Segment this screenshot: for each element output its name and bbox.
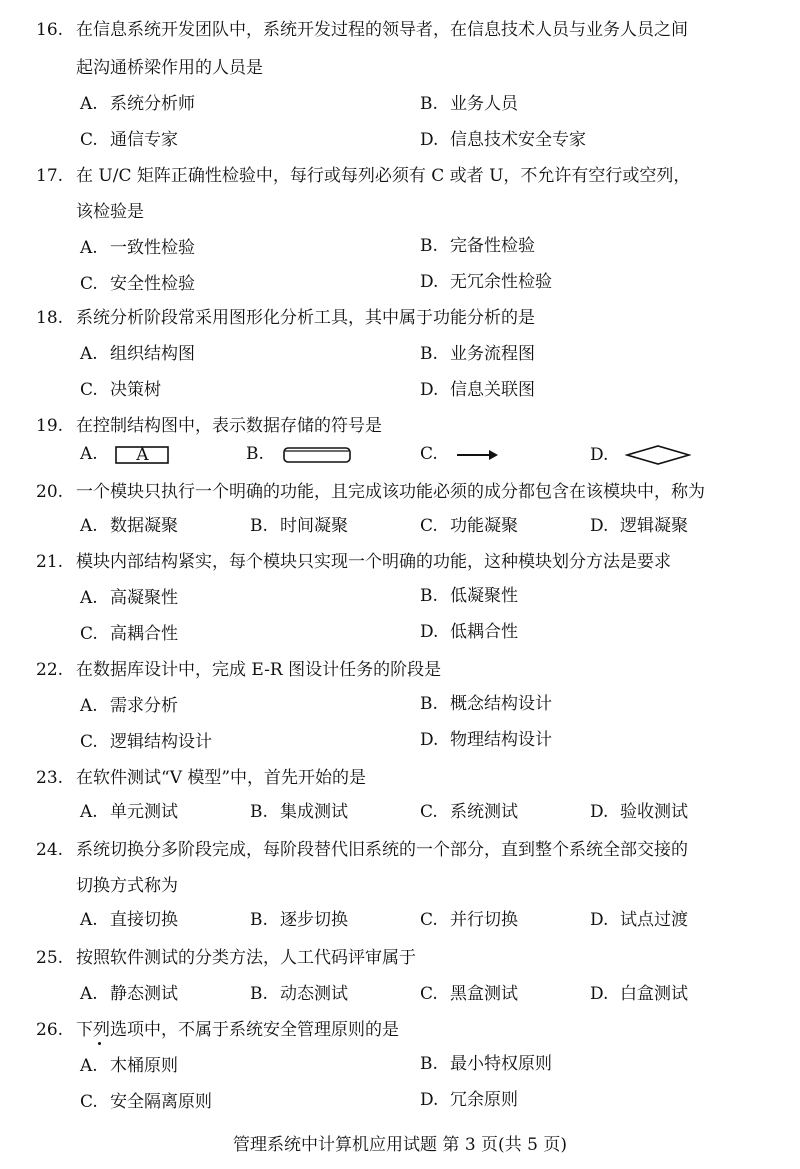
- option-a: [80, 1056, 178, 1076]
- option-text: 数据凝聚: [110, 516, 178, 536]
- option-text: 集成测试: [280, 802, 348, 822]
- option-b: [246, 444, 353, 464]
- option-letter: D.: [590, 802, 609, 822]
- option-letter: C.: [80, 130, 98, 150]
- diamond-icon: [625, 444, 691, 466]
- option-letter: C.: [80, 732, 98, 752]
- option-text: 安全隔离原则: [110, 1092, 212, 1112]
- question-number: 24.: [36, 840, 64, 860]
- option-letter: B.: [420, 1054, 438, 1074]
- option-text: 完备性检验: [450, 236, 535, 256]
- option-text: 系统分析师: [110, 94, 195, 114]
- option-letter: A.: [80, 696, 98, 716]
- question-stem: 系统切换分多阶段完成，每阶段替代旧系统的一个部分，直到整个系统全部交接的: [76, 840, 688, 860]
- option-letter: D.: [420, 730, 439, 750]
- question-stem: 系统分析阶段常采用图形化分析工具，其中属于功能分析的是: [76, 308, 535, 328]
- option-letter: D.: [420, 622, 439, 642]
- option-c: [420, 984, 518, 1004]
- option-letter: D.: [420, 1090, 439, 1110]
- option-d: [590, 802, 688, 822]
- option-letter: A.: [80, 238, 98, 258]
- option-text: 低耦合性: [450, 622, 518, 642]
- labeled-rectangle-symbol: [115, 446, 169, 464]
- option-text: 功能凝聚: [450, 516, 518, 536]
- option-c: [80, 624, 178, 644]
- option-a: [80, 802, 178, 822]
- question-number: 20.: [36, 482, 64, 502]
- option-text: 业务流程图: [450, 344, 535, 364]
- question-stem: 在信息系统开发团队中，系统开发过程的领导者，在信息技术人员与业务人员之间: [76, 20, 688, 40]
- option-c: [80, 380, 161, 400]
- option-letter: B.: [420, 344, 438, 364]
- emphasis-dot: [98, 1042, 101, 1045]
- option-letter: B.: [420, 236, 438, 256]
- option-letter: A.: [80, 344, 98, 364]
- question-stem: 在数据库设计中，完成 E-R 图设计任务的阶段是: [76, 660, 442, 680]
- option-letter: A.: [80, 516, 98, 536]
- option-a: [80, 984, 178, 1004]
- question-number: 22.: [36, 660, 64, 680]
- option-c: [420, 910, 518, 930]
- question-stem: 模块内部结构紧实，每个模块只实现一个明确的功能，这种模块划分方法是要求: [76, 552, 671, 572]
- option-letter: B.: [250, 984, 268, 1004]
- option-text: 冗余原则: [450, 1090, 518, 1110]
- option-text: 静态测试: [110, 984, 178, 1004]
- option-letter: D.: [420, 130, 439, 150]
- option-letter: C.: [80, 274, 98, 294]
- option-letter: C.: [420, 444, 438, 464]
- option-b: [420, 344, 535, 364]
- option-a: [80, 238, 195, 258]
- option-a: [80, 344, 195, 364]
- option-text: 物理结构设计: [450, 730, 552, 750]
- option-letter: A.: [80, 444, 98, 464]
- option-letter: B.: [420, 94, 438, 114]
- option-text: 决策树: [110, 380, 161, 400]
- option-letter: D.: [590, 910, 609, 930]
- option-text: 直接切换: [110, 910, 178, 930]
- option-b: [250, 984, 348, 1004]
- option-text: 概念结构设计: [450, 694, 552, 714]
- option-b: [250, 802, 348, 822]
- option-letter: C.: [80, 1092, 98, 1112]
- question-number: 19.: [36, 416, 64, 436]
- option-letter: A.: [80, 984, 98, 1004]
- option-letter: D.: [420, 272, 439, 292]
- option-c: [80, 130, 178, 150]
- option-text: 逐步切换: [280, 910, 348, 930]
- question-stem-continued: 该检验是: [76, 202, 144, 222]
- option-text: 单元测试: [110, 802, 178, 822]
- option-text: 信息技术安全专家: [450, 130, 586, 150]
- option-d: [420, 130, 586, 150]
- option-letter: A.: [80, 1056, 98, 1076]
- option-letter: C.: [80, 380, 98, 400]
- option-text: 试点过渡: [620, 910, 688, 930]
- option-text: 白盒测试: [620, 984, 688, 1004]
- option-letter: B.: [250, 516, 268, 536]
- option-letter: C.: [420, 516, 438, 536]
- question-stem: 在软件测试“V 模型”中，首先开始的是: [76, 768, 367, 788]
- option-text: 动态测试: [280, 984, 348, 1004]
- arrow-right-icon: [455, 446, 499, 464]
- option-letter: C.: [420, 802, 438, 822]
- option-text: 逻辑凝聚: [620, 516, 688, 536]
- option-b: [420, 694, 552, 714]
- option-text: 通信专家: [110, 130, 178, 150]
- page-footer: 管理系统中计算机应用试题 第 3 页(共 5 页): [233, 1135, 567, 1155]
- option-b: [420, 236, 535, 256]
- question-number: 17.: [36, 166, 64, 186]
- option-d: [590, 910, 688, 930]
- option-letter: A.: [80, 802, 98, 822]
- option-letter: B.: [420, 586, 438, 606]
- option-text: 安全性检验: [110, 274, 195, 294]
- option-text: 时间凝聚: [280, 516, 348, 536]
- option-text: 并行切换: [450, 910, 518, 930]
- option-a: [80, 588, 178, 608]
- option-text: 高耦合性: [110, 624, 178, 644]
- option-b: [250, 516, 348, 536]
- option-letter: C.: [420, 910, 438, 930]
- option-text: 高凝聚性: [110, 588, 178, 608]
- option-letter: B.: [420, 694, 438, 714]
- question-number: 26.: [36, 1020, 64, 1040]
- option-letter: A.: [80, 94, 98, 114]
- option-c: [80, 274, 195, 294]
- option-c: [420, 516, 518, 536]
- option-text: 一致性检验: [110, 238, 195, 258]
- question-stem: 下列选项中，不属于系统安全管理原则的是: [76, 1020, 399, 1040]
- option-text: 组织结构图: [110, 344, 195, 364]
- option-a: [80, 444, 169, 464]
- option-d: [420, 1090, 518, 1110]
- option-c: [420, 444, 499, 464]
- option-letter: D.: [590, 516, 609, 536]
- option-d: [420, 272, 552, 292]
- option-letter: D.: [420, 380, 439, 400]
- option-text: 信息关联图: [450, 380, 535, 400]
- option-text: 验收测试: [620, 802, 688, 822]
- option-text: 逻辑结构设计: [110, 732, 212, 752]
- question-number: 25.: [36, 948, 64, 968]
- option-d: [420, 380, 535, 400]
- data-store-icon: [281, 446, 353, 464]
- option-letter: B.: [250, 910, 268, 930]
- option-letter: A.: [80, 910, 98, 930]
- question-stem: 在控制结构图中，表示数据存储的符号是: [76, 416, 382, 436]
- option-letter: A.: [80, 588, 98, 608]
- option-a: [80, 94, 195, 114]
- option-text: 业务人员: [450, 94, 518, 114]
- option-letter: C.: [80, 624, 98, 644]
- option-a: [80, 910, 178, 930]
- question-stem: 按照软件测试的分类方法，人工代码评审属于: [76, 948, 416, 968]
- question-number: 21.: [36, 552, 64, 572]
- option-c: [420, 802, 518, 822]
- option-text: 无冗余性检验: [450, 272, 552, 292]
- option-text: 低凝聚性: [450, 586, 518, 606]
- option-b: [420, 94, 518, 114]
- question-number: 18.: [36, 308, 64, 328]
- question-stem: 在 U/C 矩阵正确性检验中，每行或每列必须有 C 或者 U，不允许有空行或空列，: [76, 166, 691, 186]
- option-letter: C.: [420, 984, 438, 1004]
- option-a: [80, 516, 178, 536]
- question-number: 23.: [36, 768, 64, 788]
- option-d: [590, 444, 691, 466]
- option-text: 木桶原则: [110, 1056, 178, 1076]
- option-text: 最小特权原则: [450, 1054, 552, 1074]
- option-letter: D.: [590, 444, 609, 465]
- option-b: [420, 586, 518, 606]
- option-d: [590, 984, 688, 1004]
- option-letter: B.: [250, 802, 268, 822]
- question-stem-continued: 起沟通桥梁作用的人员是: [76, 58, 263, 78]
- rectangle-label: A: [136, 444, 149, 465]
- option-b: [420, 1054, 552, 1074]
- option-a: [80, 696, 178, 716]
- option-text: 需求分析: [110, 696, 178, 716]
- option-d: [590, 516, 688, 536]
- option-letter: B.: [246, 444, 264, 464]
- question-number: 16.: [36, 20, 64, 40]
- option-text: 系统测试: [450, 802, 518, 822]
- option-d: [420, 622, 518, 642]
- option-c: [80, 732, 212, 752]
- option-letter: D.: [590, 984, 609, 1004]
- question-stem-continued: 切换方式称为: [76, 876, 178, 896]
- option-b: [250, 910, 348, 930]
- option-c: [80, 1092, 212, 1112]
- option-d: [420, 730, 552, 750]
- question-stem: 一个模块只执行一个明确的功能，且完成该功能必须的成分都包含在该模块中，称为: [76, 482, 705, 502]
- option-text: 黑盒测试: [450, 984, 518, 1004]
